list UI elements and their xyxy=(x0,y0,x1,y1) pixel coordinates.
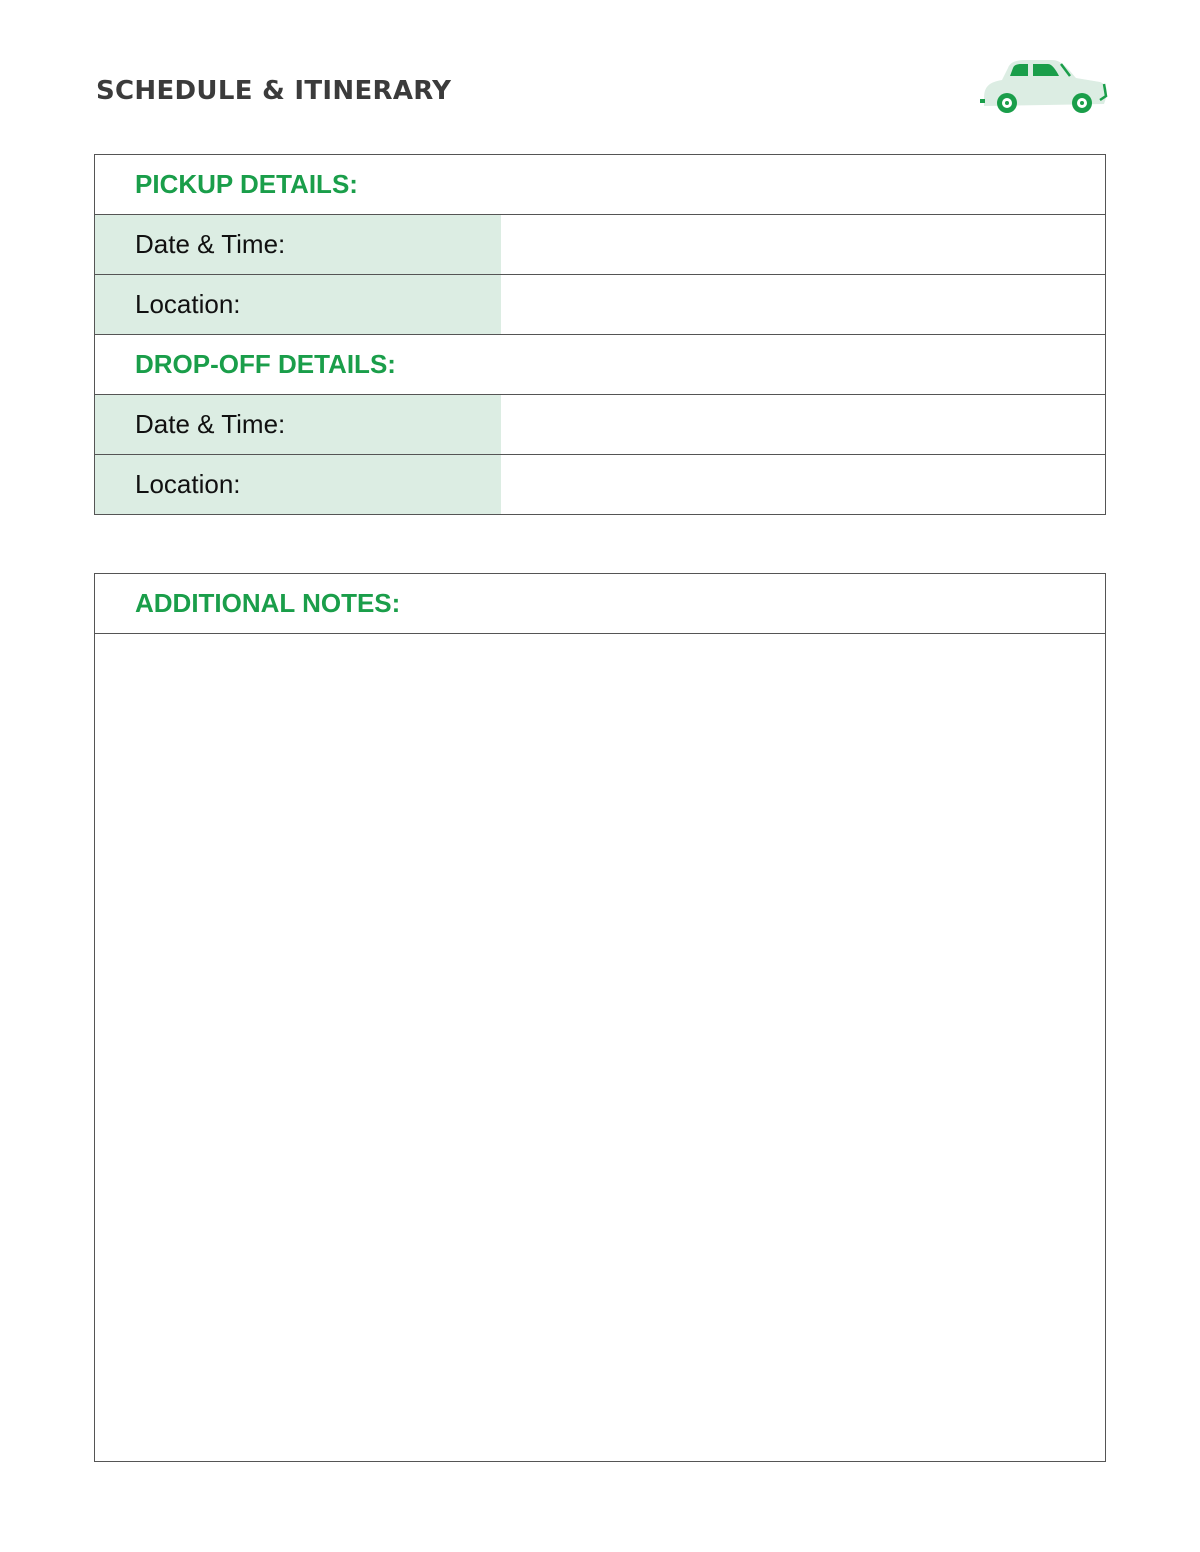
dropoff-date-row xyxy=(95,395,1105,455)
dropoff-date-field[interactable] xyxy=(501,395,1105,454)
dropoff-location-label: Location: xyxy=(95,455,501,514)
notes-heading: ADDITIONAL NOTES: xyxy=(95,574,1105,634)
pickup-location-field[interactable] xyxy=(501,275,1105,334)
dropoff-date-label: Date & Time: xyxy=(95,395,501,454)
pickup-date-label: Date & Time: xyxy=(95,215,501,274)
pickup-date-field[interactable] xyxy=(501,215,1105,274)
dropoff-location-field[interactable] xyxy=(501,455,1105,514)
pickup-heading: PICKUP DETAILS: xyxy=(95,155,1105,215)
schedule-table xyxy=(94,154,1106,515)
pickup-location-label: Location: xyxy=(95,275,501,334)
page-title: SCHEDULE & ITINERARY xyxy=(96,76,452,106)
pickup-date-row xyxy=(95,215,1105,275)
pickup-location-row xyxy=(95,275,1105,335)
dropoff-heading: DROP-OFF DETAILS: xyxy=(95,335,1105,395)
notes-field[interactable] xyxy=(95,634,1105,1461)
notes-box xyxy=(94,573,1106,1462)
car-icon xyxy=(976,56,1110,118)
dropoff-location-row xyxy=(95,455,1105,514)
